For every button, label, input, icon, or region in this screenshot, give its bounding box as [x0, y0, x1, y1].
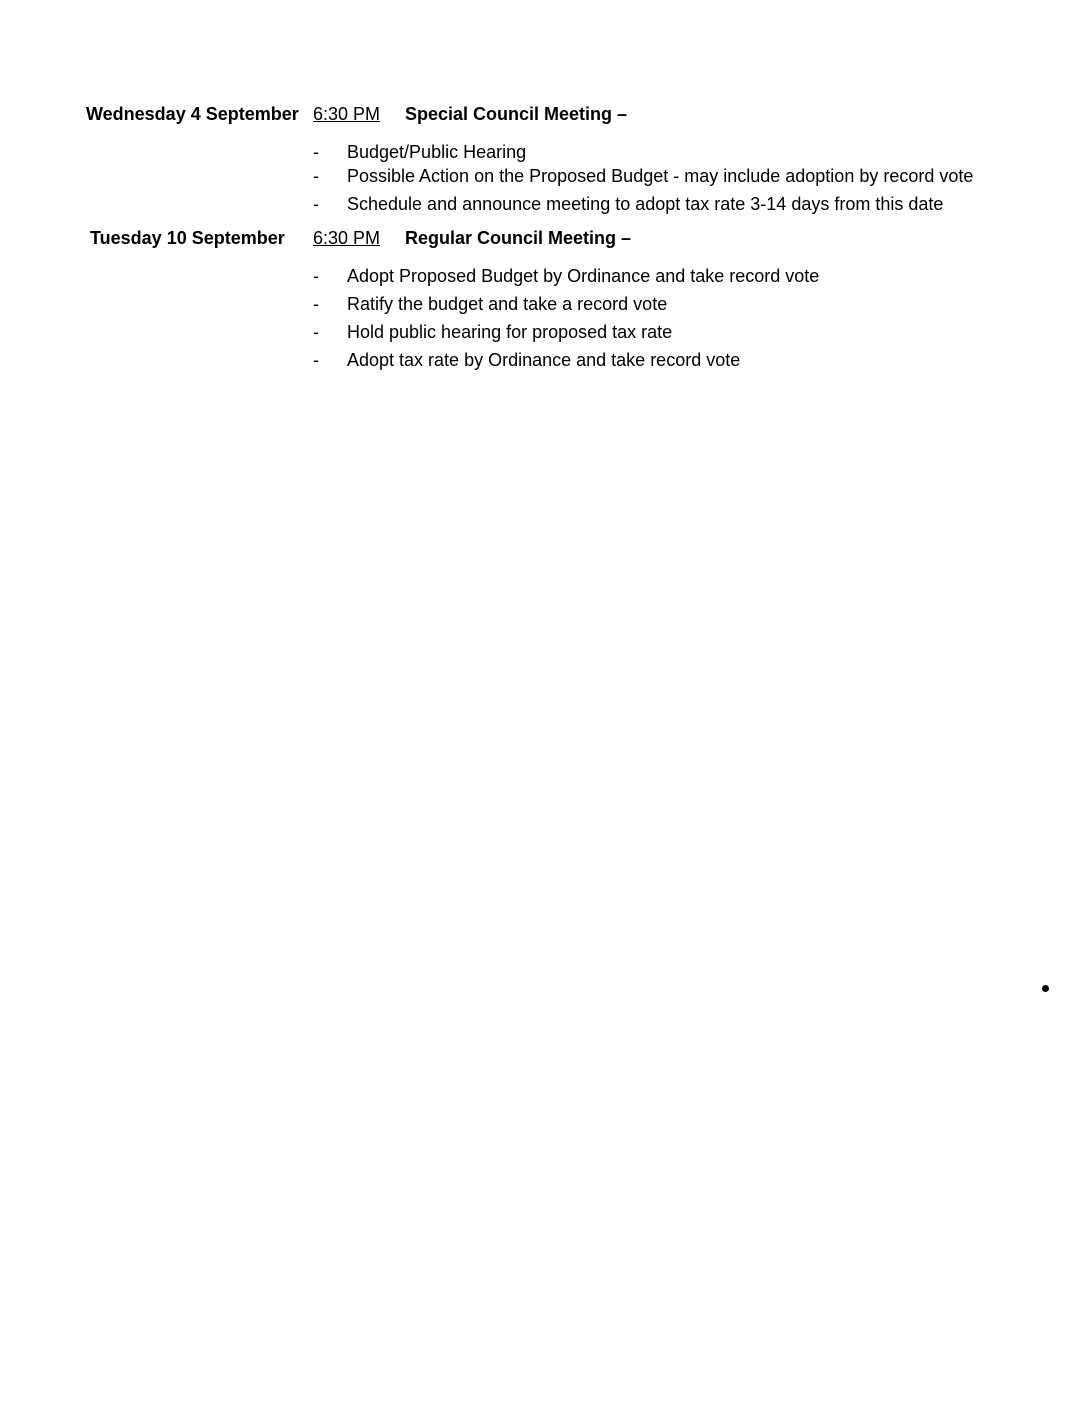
meeting-day: Wednesday 4 September — [86, 104, 299, 124]
meeting-title: Regular Council Meeting – — [405, 228, 632, 248]
stray-bullet-dot — [1042, 985, 1049, 992]
agenda-item-text: Adopt Proposed Budget by Ordinance and take record vote — [347, 266, 820, 286]
agenda-item-text: Schedule and announce meeting to adopt tax rate 3-14 days from this date — [347, 194, 944, 214]
meeting-title: Special Council Meeting – — [405, 104, 628, 124]
dash-bullet: - — [313, 266, 319, 286]
agenda-item-text: Adopt tax rate by Ordinance and take record vote — [347, 350, 741, 370]
agenda-item-text: Hold public hearing for proposed tax rate — [347, 322, 673, 342]
dash-bullet: - — [313, 350, 319, 370]
dash-bullet: - — [313, 322, 319, 342]
meeting-time: 6:30 PM — [313, 104, 381, 124]
dash-bullet: - — [313, 166, 319, 186]
meeting-time: 6:30 PM — [313, 228, 381, 248]
agenda-item-text: Ratify the budget and take a record vote — [347, 294, 668, 314]
dash-bullet: - — [313, 142, 319, 162]
dash-bullet: - — [313, 294, 319, 314]
meeting-day: Tuesday 10 September — [90, 228, 285, 248]
agenda-item-text: Possible Action on the Proposed Budget - may include adoption by record vote — [347, 166, 974, 186]
dash-bullet: - — [313, 194, 319, 214]
agenda-item-text: Budget/Public Hearing — [347, 142, 527, 162]
